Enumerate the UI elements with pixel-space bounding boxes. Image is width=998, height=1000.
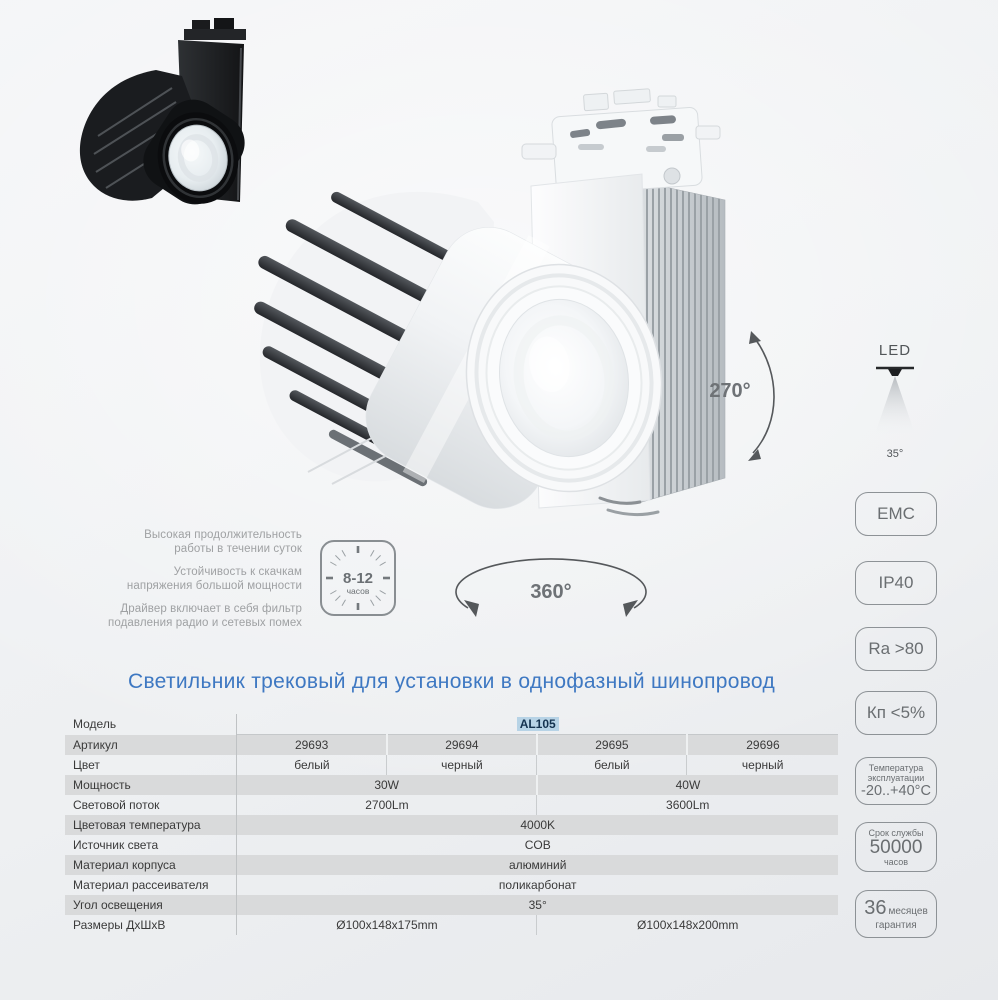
row-value: Ø100x148x200mm	[537, 915, 838, 935]
row-value: 29696	[687, 735, 838, 756]
rotation-270-indicator	[700, 328, 795, 463]
clock-icon	[318, 538, 398, 618]
beam-angle-icon	[848, 338, 943, 468]
rotation-360-indicator	[438, 538, 663, 630]
row-label: Модель	[65, 714, 237, 735]
row-label: Цветовая температура	[65, 815, 237, 835]
row-value	[237, 714, 838, 735]
black-track-light-image	[60, 18, 275, 218]
feature-list	[78, 528, 302, 639]
table-row	[65, 795, 838, 815]
row-value: 29695	[537, 735, 687, 756]
row-value: Ø100x148x175mm	[336, 918, 438, 932]
row-value: 35°	[237, 895, 838, 915]
row-value: 4000K	[237, 815, 838, 835]
row-value: 29693	[237, 735, 387, 756]
row-value: черный	[387, 755, 537, 775]
row-value: поликарбонат	[498, 878, 577, 892]
table-row	[65, 714, 838, 735]
badge-kp: Кп <5%	[855, 691, 937, 735]
row-label: Артикул	[65, 735, 237, 756]
row-label: Световой поток	[65, 795, 237, 815]
table-row	[65, 755, 838, 775]
row-value: черный	[687, 755, 838, 775]
table-row	[65, 815, 838, 835]
spec-table	[65, 714, 838, 935]
rotation-360-label: 360°	[530, 581, 572, 603]
row-label: Источник света	[65, 835, 237, 855]
table-row	[65, 775, 838, 795]
row-label: Материал корпуса	[65, 855, 237, 875]
row-label: Материал рассеивателя	[65, 875, 237, 895]
row-label: Мощность	[65, 775, 237, 795]
row-label: Размеры ДхШхВ	[65, 915, 237, 935]
feature-item: Высокая продолжительность работы в течении суток	[144, 529, 302, 555]
row-value: белый	[294, 758, 330, 772]
white-track-light-image	[248, 82, 740, 534]
rotation-270-label: 270°	[709, 380, 751, 402]
arc-arrow	[753, 340, 774, 453]
row-value: COB	[524, 838, 551, 852]
led-label: LED	[878, 342, 912, 359]
badge-operating-temperature: Температура эксплуатации -20..+40°C	[855, 757, 937, 805]
clock-hours-unit: часов	[346, 586, 370, 596]
beam-angle-value: 35°	[886, 448, 904, 460]
row-value: 30W	[237, 775, 537, 795]
table-row	[65, 915, 838, 935]
badge-lifetime: Срок службы 50000 часов	[855, 822, 937, 872]
feature-item: Устойчивость к скачкам напряжения большой мощности	[126, 566, 302, 592]
row-label: Угол освещения	[65, 895, 237, 915]
row-value: белый	[537, 755, 687, 775]
row-label: Цвет	[65, 755, 237, 775]
feature-item: Драйвер включает в себя фильтр подавления радио и сетевых помех	[108, 603, 302, 629]
led-lamp-icon	[888, 369, 902, 376]
row-value: алюминий	[237, 855, 838, 875]
row-value: 2700Lm	[365, 798, 409, 812]
badge-warranty: 36 месяцев гарантия	[855, 890, 937, 938]
row-value: 3600Lm	[537, 795, 838, 815]
model-highlight: AL105	[517, 717, 559, 731]
table-row	[65, 895, 838, 915]
table-row	[65, 735, 838, 756]
clock-hours-value: 8-12	[342, 570, 374, 587]
table-row	[65, 875, 838, 895]
table-row	[65, 835, 838, 855]
page-title: Светильник трековый для установки в однофазный шинопровод	[128, 670, 775, 693]
badge-ra: Ra >80	[855, 627, 937, 671]
badge-ip40: IP40	[855, 561, 937, 605]
table-row	[65, 855, 838, 875]
row-value: 29694	[387, 735, 537, 756]
row-value: 40W	[537, 775, 838, 795]
badge-emc: EMC	[855, 492, 937, 536]
